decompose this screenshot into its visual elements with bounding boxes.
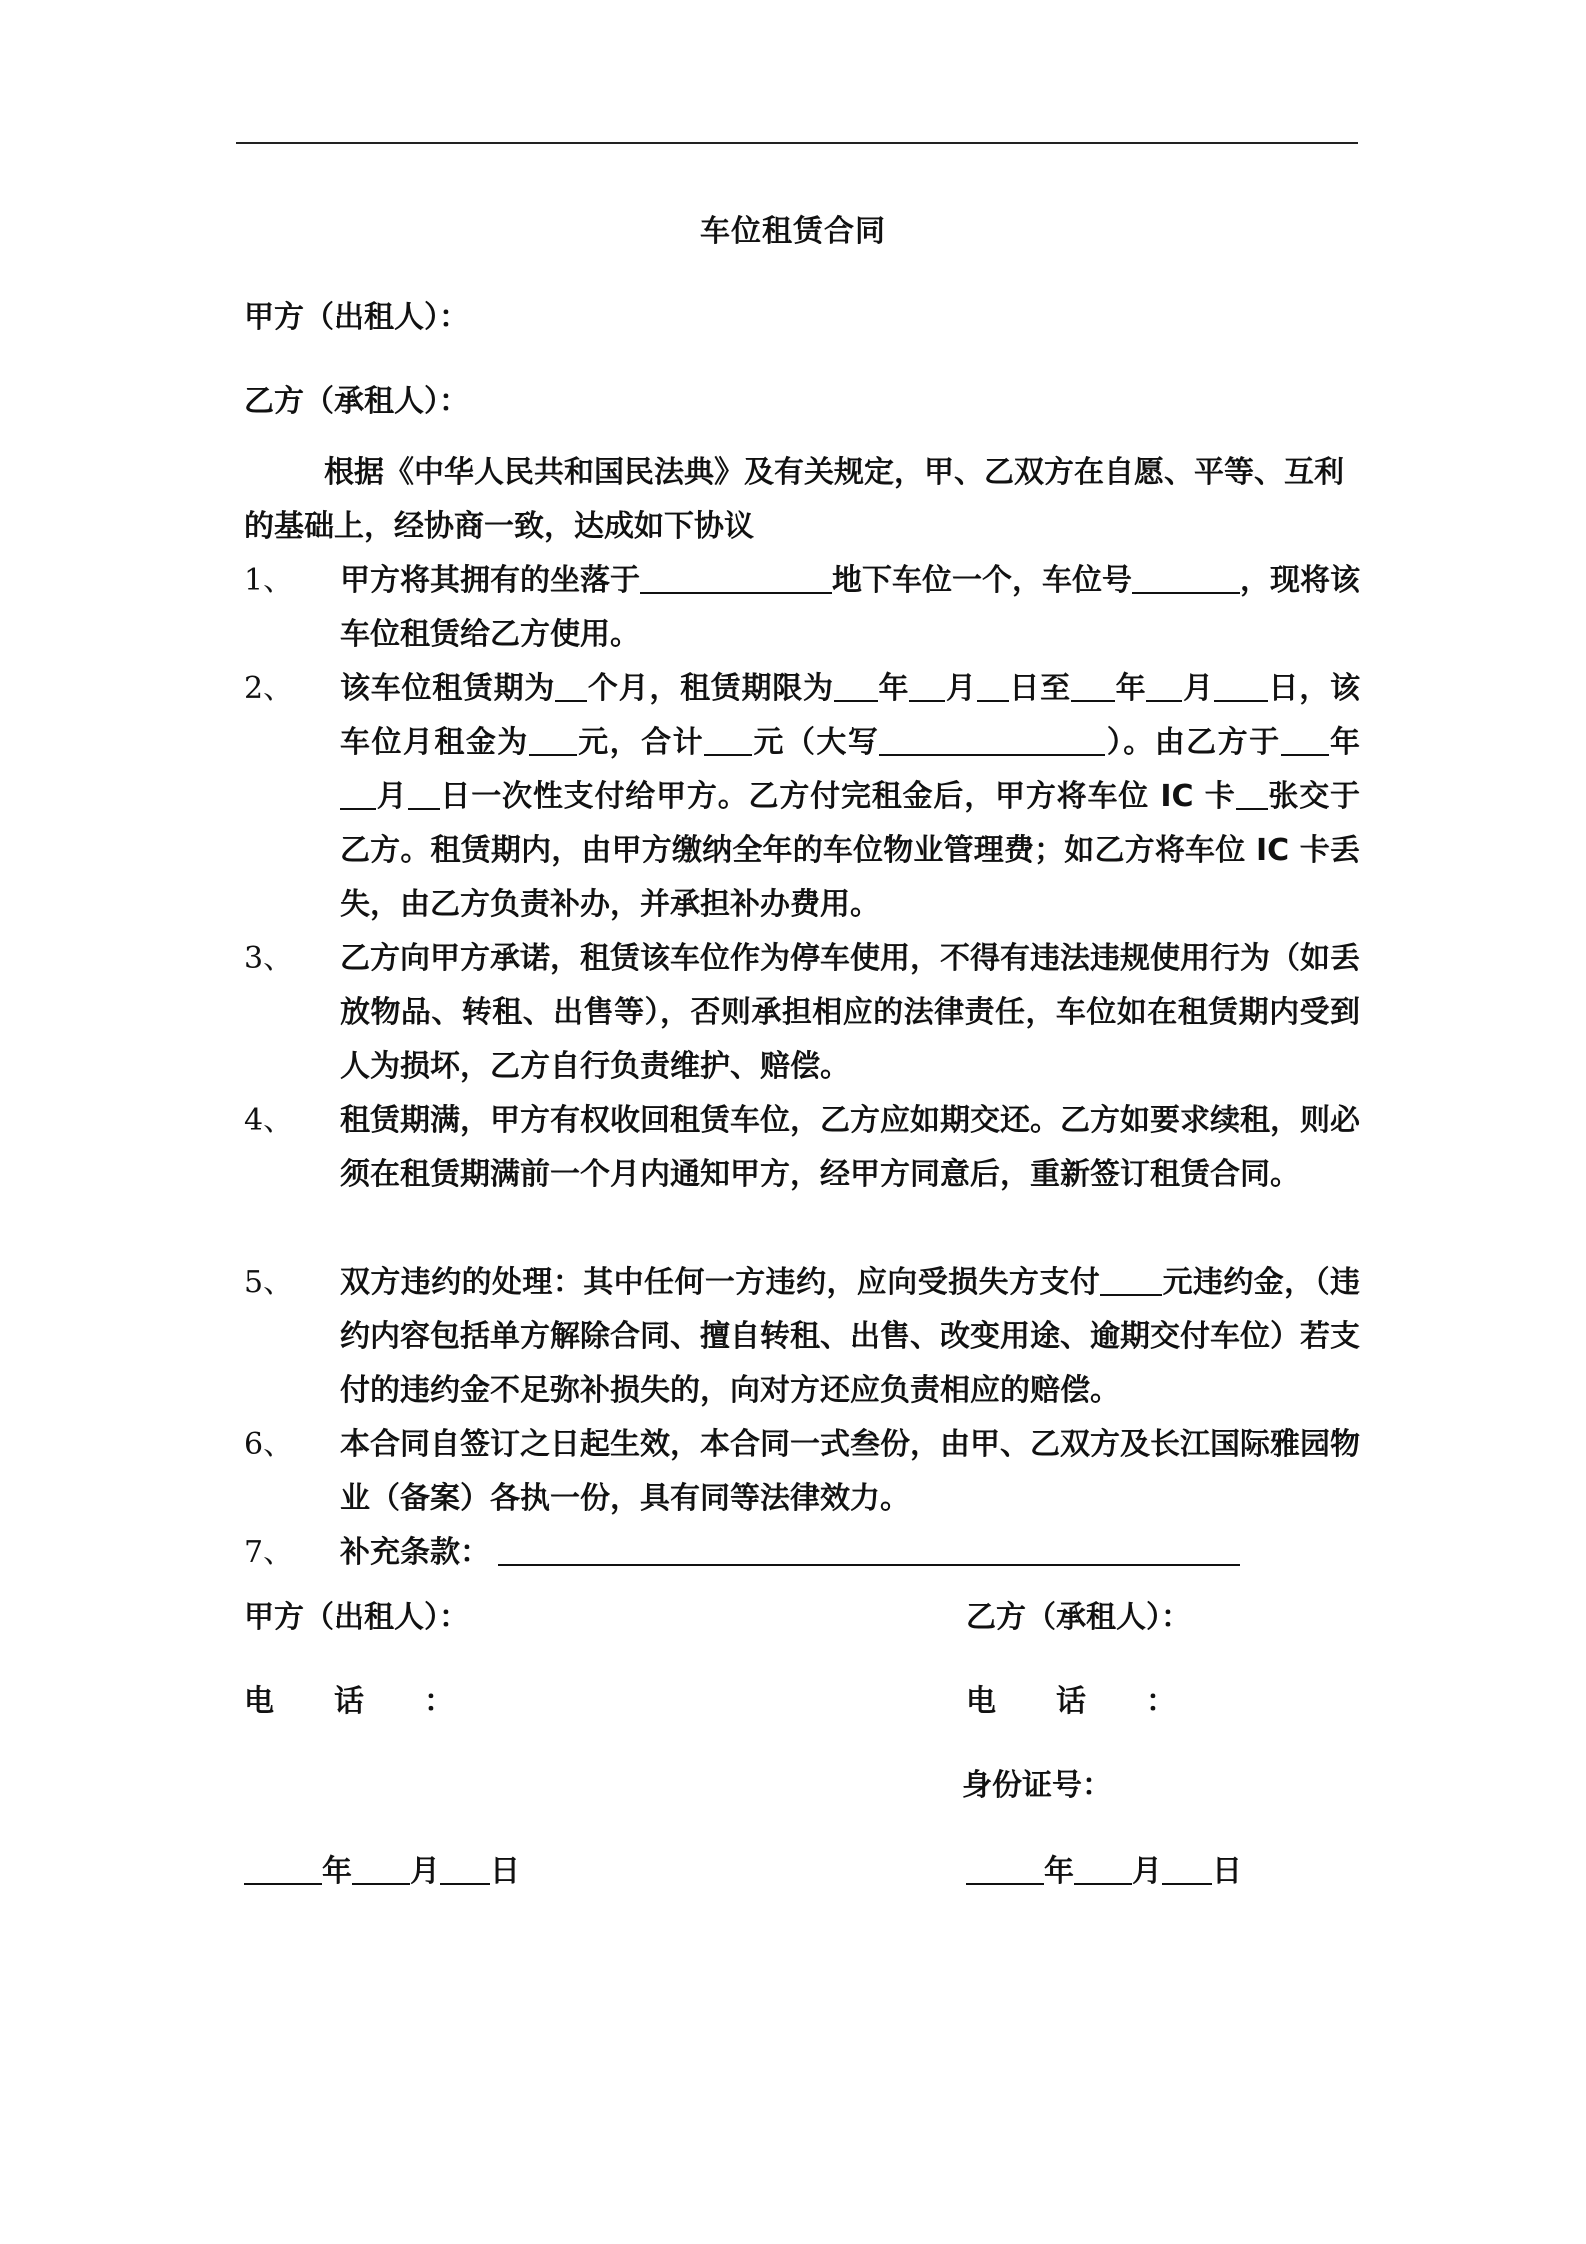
clause-7 (244, 1526, 1360, 1580)
blank-ic-card-count[interactable] (1236, 778, 1268, 810)
blank-sign-day-b[interactable] (1162, 1853, 1212, 1885)
header-rule (236, 142, 1358, 144)
clause-3 (244, 932, 1360, 1094)
clause-body: 该车位租赁期为 个月，租赁期限为 年 月 日至 年 月 日，该车位月租金为 元，合计 元（大写 ）。由乙方于 年月 日一次性支付给甲方。乙方付完租金后，甲方将车位 IC 卡 张交于乙方。租赁期内，由甲方缴纳全年的车位物业管理费；如乙方将车位 IC 卡丢失，由乙方负责补办，并承担补办费用。 (340, 671, 1361, 922)
blank-sign-month-a[interactable] (352, 1853, 410, 1885)
party-a-line: 甲方（出租人）： (244, 300, 469, 335)
blank-total[interactable] (704, 724, 752, 756)
sign-phone-b: 电话： (966, 1684, 1176, 1719)
clause-number: 7、 (244, 1535, 294, 1570)
clause-number: 5、 (244, 1265, 294, 1300)
blank-end-year[interactable] (1071, 670, 1115, 702)
sign-party-b: 乙方（承租人）： (966, 1600, 1191, 1635)
clause-number: 4、 (244, 1103, 294, 1138)
blank-end-day[interactable] (1214, 670, 1268, 702)
blank-penalty[interactable] (1100, 1264, 1162, 1296)
clause-number: 1、 (244, 563, 294, 598)
blank-sign-day-a[interactable] (440, 1853, 490, 1885)
clause-2 (244, 662, 1360, 932)
clause-body: 租赁期满，甲方有权收回租赁车位，乙方应如期交还。乙方如要求续租，则必须在租赁期满前一个月内通知甲方，经甲方同意后，重新签订租赁合同。 (340, 1103, 1360, 1192)
blank-sign-year-b[interactable] (966, 1853, 1044, 1885)
blank-supplementary-terms[interactable] (498, 1534, 1240, 1566)
clause-body: 乙方向甲方承诺，租赁该车位作为停车使用，不得有违法违规使用行为（如丢放物品、转租、出售等），否则承担相应的法律责任，车位如在租赁期内受到人为损坏，乙方自行负责维护、赔偿。 (340, 941, 1360, 1084)
blank-pay-month[interactable] (340, 778, 376, 810)
blank-space-number[interactable] (1132, 562, 1240, 594)
clause-number: 2、 (244, 671, 294, 706)
blank-sign-month-b[interactable] (1074, 1853, 1132, 1885)
blank-sign-year-a[interactable] (244, 1853, 322, 1885)
clause-4 (244, 1094, 1360, 1202)
preamble: 根据《中华人民共和国民法典》及有关规定，甲、乙双方在自愿、平等、互利的基础上，经协商一致，达成如下协议 (244, 455, 1344, 544)
clause-body: 双方违约的处理：其中任何一方违约，应向受损失方支付 元违约金，（违约内容包括单方解除合同、擅自转租、出售、改变用途、逾期交付车位）若支付的违约金不足弥补损失的，向对方还应负责相应的赔偿。 (340, 1265, 1360, 1408)
blank-start-day[interactable] (977, 670, 1009, 702)
party-b-line: 乙方（承租人）： (244, 384, 469, 419)
clause-body: 补充条款： (340, 1526, 1360, 1580)
sign-id-number: 身份证号： (962, 1768, 1112, 1803)
blank-start-month[interactable] (909, 670, 945, 702)
sign-date-b: 年 月 日 (966, 1846, 1242, 1890)
blank-amount-in-words[interactable] (879, 724, 1105, 756)
blank-end-month[interactable] (1146, 670, 1182, 702)
clause-number: 3、 (244, 941, 294, 976)
clause-5 (244, 1256, 1360, 1418)
sign-date-a: 年 月 日 (244, 1846, 520, 1890)
sign-party-a: 甲方（出租人）： (244, 1600, 469, 1635)
blank-monthly-rent[interactable] (529, 724, 577, 756)
blank-start-year[interactable] (834, 670, 878, 702)
clause-body: 本合同自签订之日起生效，本合同一式叁份，由甲、乙双方及长江国际雅园物业（备案）各执一份，具有同等法律效力。 (340, 1427, 1360, 1516)
clause-1 (244, 554, 1360, 662)
clause-6 (244, 1418, 1360, 1526)
sign-phone-a: 电话： (244, 1684, 454, 1719)
blank-location[interactable] (640, 562, 832, 594)
clause-body: 甲方将其拥有的坐落于 地下车位一个，车位号 ，现将该车位租赁给乙方使用。 (340, 563, 1360, 652)
clause-number: 6、 (244, 1427, 294, 1462)
blank-pay-day[interactable] (408, 778, 440, 810)
blank-term-months[interactable] (555, 670, 587, 702)
document-title: 车位租赁合同 (700, 214, 886, 249)
blank-pay-year[interactable] (1281, 724, 1329, 756)
